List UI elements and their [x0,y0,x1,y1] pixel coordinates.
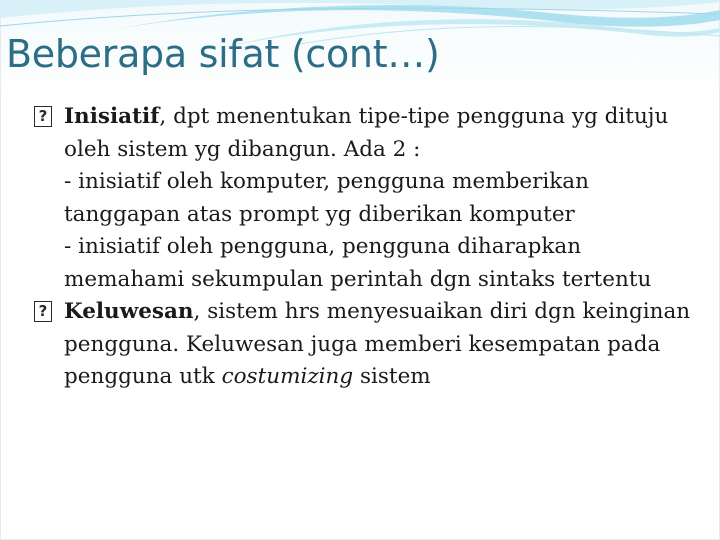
bullet-item-keluwesan [34,296,704,394]
wave-band-2 [110,5,720,30]
subline-item: - inisiatif oleh komputer, pengguna memberikan tanggapan atas prompt yg diberikan komputer [64,169,589,227]
term-label: Keluwesan [64,299,194,324]
replacement-char-box-icon: ? [34,301,52,322]
subline-item: - inisiatif oleh pengguna, pengguna diharapkan memahami sekumpulan perintah dgn sintaks tertentu [64,234,652,292]
bullet-item-inisiatif [34,101,704,296]
slide-title: Beberapa sifat (cont…) [6,32,440,76]
emphasis-text: costumizing [221,364,354,389]
item-text: , dpt menentukan tipe-tipe pengguna yg dituju oleh sistem yg dibangun. Ada 2 : [64,104,669,162]
item-text: , sistem hrs menyesuaikan diri dgn keinginan pengguna. Keluwesan juga memberi kesempatan pada pengguna utk [64,299,691,389]
item-text-end: sistem [353,364,431,389]
term-label: Inisiatif [64,104,160,129]
replacement-char-box-icon: ? [34,106,52,127]
slide-body [34,101,704,394]
